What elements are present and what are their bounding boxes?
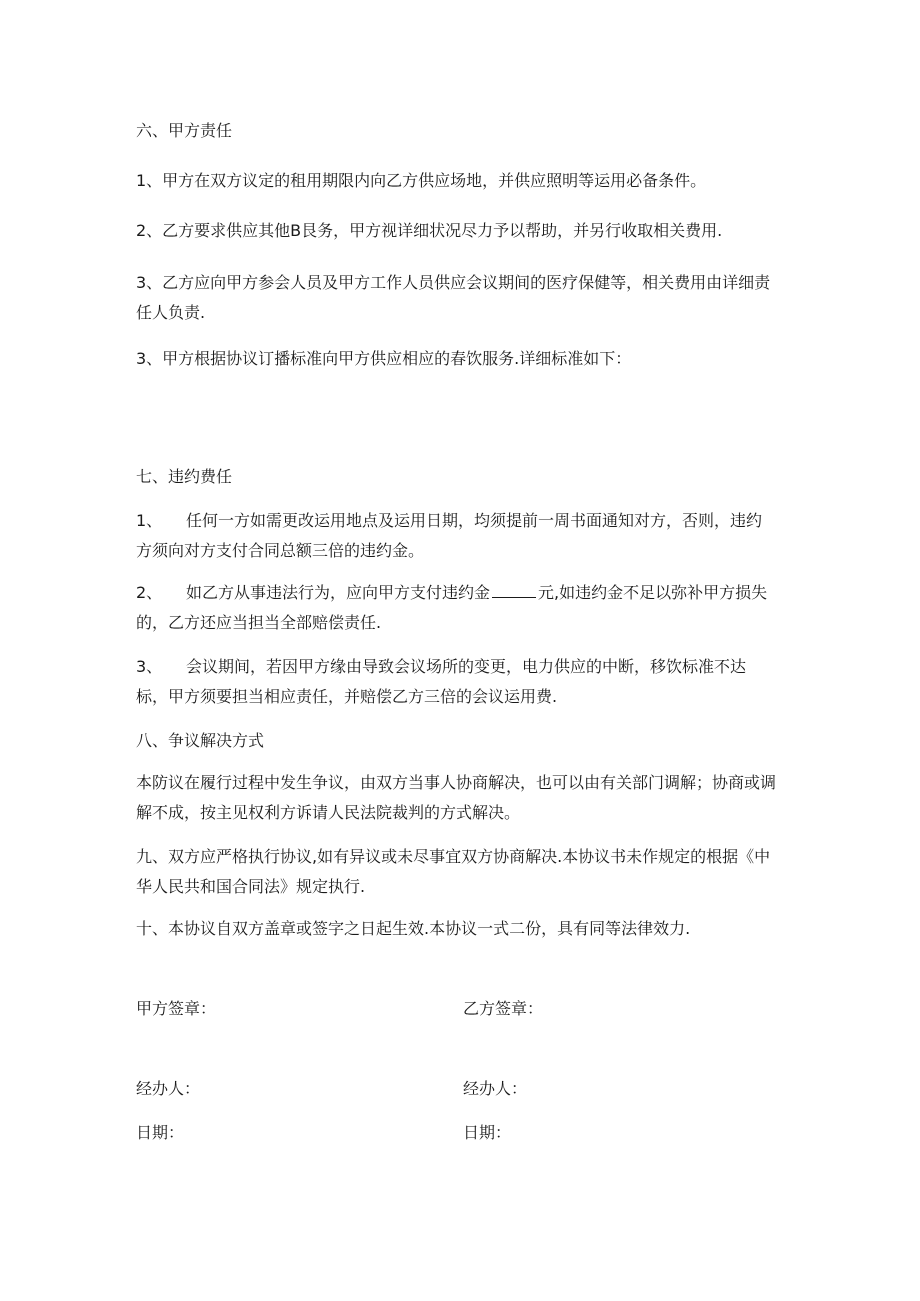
item-text: 任何一方如需更改运用地点及运用日期，均须提前一周书面通知对方，否则，违约方须向对方支付合同总额三倍的违约金。 xyxy=(136,511,763,560)
party-b-agent-label: 经办人： xyxy=(463,1079,528,1098)
item-number: 2、 xyxy=(136,583,163,602)
section-7-item-1 xyxy=(136,506,776,566)
party-a-date-label: 日期： xyxy=(136,1123,185,1142)
section-6-heading: 六、甲方责任 xyxy=(136,121,233,140)
section-6-item-3: 3、乙方应向甲方参会人员及甲方工作人员供应会议期间的医疗保健等，相关费用由详细责任人负责. xyxy=(136,273,771,322)
party-a-agent-label: 经办人： xyxy=(136,1079,201,1098)
party-a-seal-label: 甲方签章： xyxy=(136,999,217,1018)
section-10-text: 十、本协议自双方盖章或签字之日起生效.本协议一式二份，具有同等法律效力. xyxy=(136,919,691,938)
section-6-item-2: 2、乙方要求供应其他B艮务，甲方视详细状况尽力予以帮助，并另行收取相关费用. xyxy=(136,221,723,240)
section-9-text: 九、双方应严格执行协议,如有异议或未尽事宜双方协商解决.本协议书未作规定的根据《中华人民共和国合同法》规定执行. xyxy=(136,847,771,896)
section-7-item-3 xyxy=(136,652,776,712)
section-8-text: 本防议在履行过程中发生争议，由双方当事人协商解决，也可以由有关部门调解；协商或调解不成，按主见权利方诉请人民法院裁判的方式解决。 xyxy=(136,773,777,822)
party-b-seal-label: 乙方签章： xyxy=(463,999,544,1018)
amount-blank xyxy=(492,581,536,598)
item-text-before-blank: 如乙方从事违法行为，应向甲方支付违约金 xyxy=(186,583,491,602)
party-b-date-label: 日期： xyxy=(463,1123,512,1142)
item-number: 3、 xyxy=(136,657,163,676)
section-6-item-1: 1、甲方在双方议定的租用期限内向乙方供应场地，并供应照明等运用必备条件。 xyxy=(136,171,707,190)
section-7-heading: 七、违约费任 xyxy=(136,467,233,486)
item-text: 会议期间，若因甲方缘由导致会议场所的变更，电力供应的中断，移饮标准不达标，甲方须要担当相应责任，并赔偿乙方三倍的会议运用费. xyxy=(136,657,747,706)
item-text-after-blank: 元,如违约金不足以弥补甲方损失的，乙方还应当担当全部赔偿责任. xyxy=(136,583,768,632)
item-number: 1、 xyxy=(136,511,163,530)
section-6-item-4: 3、甲方根据协议订播标准向甲方供应相应的春饮服务.详细标准如下： xyxy=(136,349,632,368)
section-8-heading: 八、争议解决方式 xyxy=(136,731,265,750)
section-7-item-2 xyxy=(136,578,776,638)
